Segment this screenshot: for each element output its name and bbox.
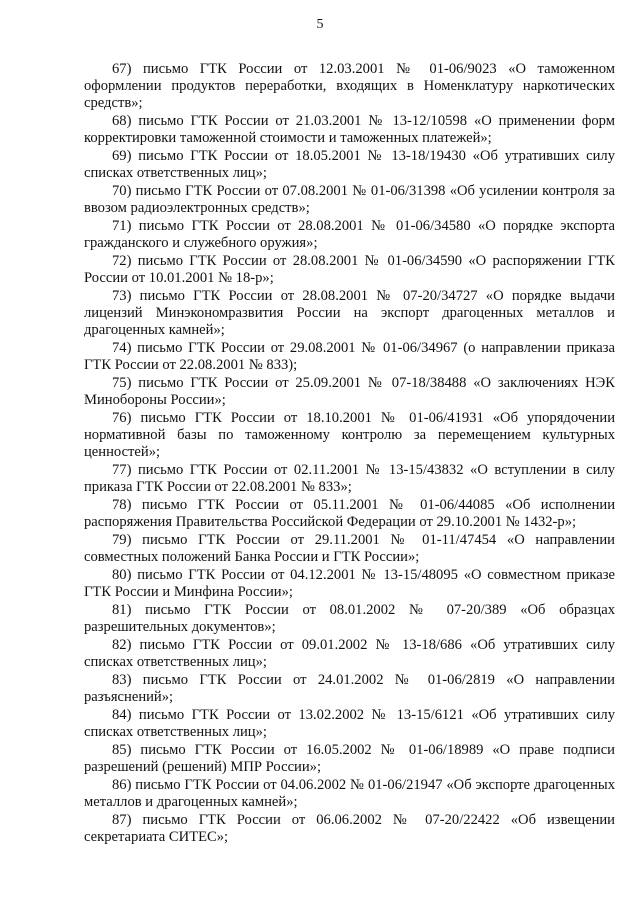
list-item: 80) письмо ГТК России от 04.12.2001 № 13-15/48095 «О совместном приказе ГТК России и Минфина России»; xyxy=(84,567,615,601)
list-item: 71) письмо ГТК России от 28.08.2001 № 01-06/34580 «О порядке экспорта гражданского и служебного оружия»; xyxy=(84,218,615,252)
list-item: 68) письмо ГТК России от 21.03.2001 № 13-12/10598 «О применении форм корректировки таможенной стоимости и таможенных платежей»; xyxy=(84,113,615,147)
list-item: 79) письмо ГТК России от 29.11.2001 № 01-11/47454 «О направлении совместных положений Банка России и ГТК России»; xyxy=(84,532,615,566)
list-item: 75) письмо ГТК России от 25.09.2001 № 07-18/38488 «О заключениях НЭК Минобороны России»; xyxy=(84,375,615,409)
list-item: 85) письмо ГТК России от 16.05.2002 № 01-06/18989 «О праве подписи разрешений (решений) МПР России»; xyxy=(84,742,615,776)
list-item: 69) письмо ГТК России от 18.05.2001 № 13-18/19430 «Об утративших силу списках ответственных лиц»; xyxy=(84,148,615,182)
list-item: 72) письмо ГТК России от 28.08.2001 № 01-06/34590 «О распоряжении ГТК России от 10.01.2001 № 18-р»; xyxy=(84,253,615,287)
list-item: 86) письмо ГТК России от 04.06.2002 № 01-06/21947 «Об экспорте драгоценных металлов и драгоценных камней»; xyxy=(84,776,615,811)
document-list xyxy=(84,61,615,847)
list-item: 84) письмо ГТК России от 13.02.2002 № 13-15/6121 «Об утративших силу списках ответственных лиц»; xyxy=(84,707,615,741)
list-item: 70) письмо ГТК России от 07.08.2001 № 01-06/31398 «Об усилении контроля за ввозом радиоэлектронных средств»; xyxy=(84,183,615,217)
list-item: 73) письмо ГТК России от 28.08.2001 № 07-20/34727 «О порядке выдачи лицензий Минэкономразвития России на экспорт драгоценных металлов и драгоценных камней»; xyxy=(84,288,615,339)
list-item: 76) письмо ГТК России от 18.10.2001 № 01-06/41931 «Об упорядочении нормативной базы по таможенному контролю за перемещением культурных ценностей»; xyxy=(84,410,615,461)
list-item: 87) письмо ГТК России от 06.06.2002 № 07-20/22422 «Об извещении секретариата СИТЕС»; xyxy=(84,811,615,846)
list-item: 74) письмо ГТК России от 29.08.2001 № 01-06/34967 (о направлении приказа ГТК России от 22.08.2001 № 833); xyxy=(84,340,615,374)
list-item: 81) письмо ГТК России от 08.01.2002 № 07-20/389 «Об образцах разрешительных документов»; xyxy=(84,602,615,636)
page-number: 5 xyxy=(316,17,324,32)
list-item: 82) письмо ГТК России от 09.01.2002 № 13-18/686 «Об утративших силу списках ответственных лиц»; xyxy=(84,637,615,671)
list-item: 67) письмо ГТК России от 12.03.2001 № 01-06/9023 «О таможенном оформлении продуктов переработки, входящих в Номенклатуру наркотических средств»; xyxy=(84,61,615,112)
list-item: 78) письмо ГТК России от 05.11.2001 № 01-06/44085 «Об исполнении распоряжения Правительства Российской Федерации от 29.10.2001 № 1432-р»; xyxy=(84,497,615,531)
list-item: 77) письмо ГТК России от 02.11.2001 № 13-15/43832 «О вступлении в силу приказа ГТК России от 22.08.2001 № 833»; xyxy=(84,462,615,496)
list-item: 83) письмо ГТК России от 24.01.2002 № 01-06/2819 «О направлении разъяснений»; xyxy=(84,672,615,706)
